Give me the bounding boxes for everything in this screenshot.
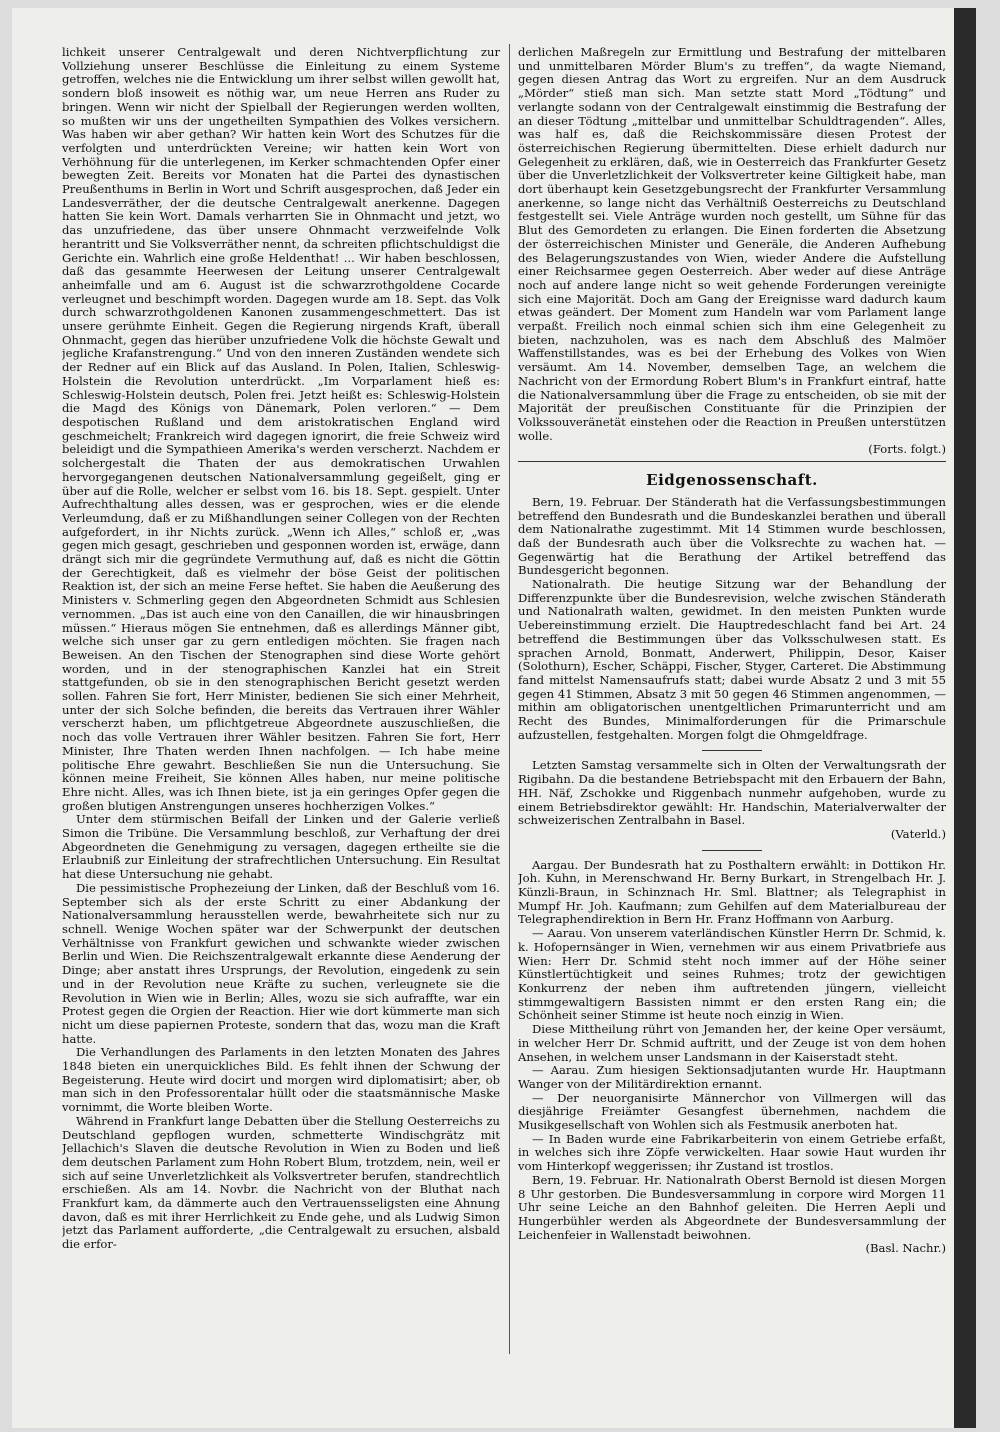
section-heading: Eidgenossenschaft. [646,471,818,490]
column-divider [509,44,510,1354]
article-paragraph: Die Verhandlungen des Parlaments in den letzten Monaten des Jahres 1848 bieten ein unerquickliches Bild. Es fehlt ihnen der Schwung der Begeisterung. Heute wird docirt und morgen wird diplomatisirt; aber, ob man sich in den Professorentalar hüllt oder die staatsmännische Maske vornimmt, die Worte bleiben Worte. [62,1045,500,1115]
article-paragraph: Während in Frankfurt lange Debatten über die Stellung Oesterreichs zu Deutschland gepflogen wurden, schmetterte Windischgrätz mit Jellachich's Slaven die deutsche Revolution in Wien zu Boden und ließ dem deutschen Parlament zum Hohn Robert Blum, trotzdem, nein, weil er sich auf seine Unverletzlichkeit als Volksvertreter berufen, standrechtlich erschießen. Als am 14. Novbr. die Nachricht von der Bluthat nach Frankfurt kam, da dämmerte auch den Vertrauensseligsten eine Ahnung davon, daß es mit ihrer Herrlichkeit zu Ende gehe, und als Ludwig Simon jetzt das Parlament aufforderte, „die Centralgewalt zu ersuchen, alsbald die erfor- [62,1113,500,1252]
article-paragraph: Die pessimistische Prophezeiung der Linken, daß der Beschluß vom 16. September sich als der erste Schritt zu einer Abdankung der Nationalversammlung herausstellen werde, bewahrheitete sich nur zu schnell. Wenige Wochen später war der Schwerpunkt der deutschen Verhältnisse von Frankfurt gewichen und schwankte wieder zwischen Berlin und Wien. Die Reichszentralgewalt erkannte diese Aenderung der Dinge; aber anstatt ihres Ursprungs, der Revolution, eingedenk zu sein und in der Revolution neue Kräfte zu suchen, verleugnete sie die Revolution in Wien wie in Berlin; Alles, wozu sie sich aufraffte, war ein Protest gegen die Orgien der Reaction. Hier wie dort kümmerte man sich nicht um diese papiernen Proteste, sondern that das, wozu man die Kraft hatte. [62,880,500,1046]
news-paragraph: Diese Mittheilung rührt von Jemanden her, der keine Oper versäumt, in welcher Herr Dr. Schmid auftritt, und der Zeuge ist von dem hohen Ansehen, in welchem unser Landsmann in der Kaiserstadt steht. [518,1022,946,1064]
news-paragraph: — Aarau. Von unserem vaterländischen Künstler Herrn Dr. Schmid, k. k. Hofopernsänger in Wien, vernehmen wir aus einem Privatbriefe aus Wien: Herr Dr. Schmid steht noch immer auf der Höhe seiner Künstlertüchtigkeit und seines Ruhmes; trotz der gewichtigen Konkurrenz der neben ihm auftretenden jüngern, vielleicht stimmgewaltigern Bassisten nimmt er den ersten Rang ein; die Schönheit seiner Stimme ist heute noch einzig in Wien. [518,926,946,1023]
article-paragraph: Unter dem stürmischen Beifall der Linken und der Galerie verließ Simon die Tribüne. Die Versammlung beschloß, zur Verhaftung der drei Abgeordneten die Genehmigung zu versagen, dagegen ertheilte sie die Erlaubniß zur Einleitung der strafrechtlichen Untersuchung. Ein Resultat hat diese Untersuchung nie gehabt. [62,812,500,882]
right-column [518,46,946,1346]
section-rule [518,461,946,462]
newspaper-page [12,8,976,1428]
article-paragraph: lichkeit unserer Centralgewalt und deren Nichtverpflichtung zur Vollziehung unserer Beschlüsse die Einleitung zu einem Systeme getroffen, welches nie die Entwicklung um ihrer selbst willen gewollt hat, sondern bloß insoweit es nöthig war, um neue Herren ans Ruder zu bringen. Wenn wir nicht der Spielball der Regierungen werden wollten, so mußten wir uns der ungetheilten Sympathien des Volkes versichern. Was haben wir aber gethan? Wir hatten kein Wort des Schutzes für die verfolgten und unterdrückten Vereine; wir hatten kein Wort von Verhöhnung für die unterlegenen, im Kerker schmachtenden Opfer einer bewegten Zeit. Bereits vor Monaten hat die Partei des dynastischen Preußenthums in Berlin in Wort und Schrift ausgesprochen, daß Jeder ein Landesverräther, der die deutsche Centralgewalt anerkenne. Dagegen hatten Sie kein Wort. Damals verharrten Sie in Ohnmacht und jetzt, wo das unzufriedene, das über unsere Ohnmacht verzweifelnde Volk herantritt und Sie Volksverräther nennt, da schreiten pflichtschuldigst die Gerichte ein. Wahrlich eine große Heldenthat! ... Wir haben beschlossen, daß das gesammte Heerwesen der Leitung unserer Centralgewalt anheimfalle und am 6. August ist die schwarzrothgoldene Cocarde verleugnet und beschimpft worden. Dagegen wurde am 18. Sept. das Volk durch schwarzrothgoldenen Kanonen zusammengeschmettert. Das ist unsere gerühmte Einheit. Gegen die Regierung nirgends Kraft, überall Ohnmacht, gegen das hierüber unzufriedene Volk die höchste Gewalt und jegliche Krafanstrengung.“ Und von den inneren Zuständen wendete sich der Redner auf ein Blick auf das Ausland. In Polen, Italien, Schleswig-Holstein die Revolution unterdrückt. „Im Vorparlament hieß es: Schleswig-Holstein deutsch, Polen frei. Jetzt heißt es: Schleswig-Holstein die Magd des Königs von Dänemark, Polen verloren.“ — Dem despotischen Rußland und dem aristokratischen England wird geschmeichelt; Frankreich wird dagegen ignorirt, die freie Schweiz wird beleidigt und die Sympathieen Amerika's werden verscherzt. Nachdem er solchergestalt die Thaten der aus demokratischen Urwahlen hervorgegangenen deutschen Nationalversammlung gegeißelt, ging er über auf die Rolle, welcher er selbst vom 16. bis 18. Sept. gespielt. Unter Aufrechthaltung alles dessen, was er gesprochen, wies er die elende Verleumdung, daß er zu Mißhandlungen seiner Collegen von der Rechten aufgefordert, in ihr Nichts zurück. „Wenn ich Alles,“ schloß er, „was gegen mich gesagt, geschrieben und gesponnen worden ist, erwäge, dann drängt sich mir die gegründete Vermuthung auf, daß es nicht die Göttin der Gerechtigkeit, daß es vielmehr der böse Geist der politischen Reaktion ist, der sich an meine Ferse heftet. Sie haben die Aeußerung des Ministers v. Schmerling gegen den Abgeordneten Schmidt aus Schlesien vernommen. „Das ist auch eine von den Canaillen, die wir hinausbringen müssen.“ Hieraus mögen Sie entnehmen, daß es allerdings Männer gibt, welche sich unser gar zu gern entledigen möchten. Sie fragen nach Beweisen. An den Tischen der Stenographen sind diese Worte gehört worden, und in der stenographischen Kanzlei hat ein Streit stattgefunden, ob sie in den stenographischen Bericht gesetzt werden sollen. Fahren Sie fort, Herr Minister, bedienen Sie sich einer Mehrheit, unter der sich Solche befinden, die bereits das Vertrauen ihrer Wähler verscherzt haben, um pflichtgetreue Abgeordnete auszuschließen, die noch das volle Vertrauen ihrer Wähler besitzen. Fahren Sie fort, Herr Minister, Ihre Thaten werden Ihnen nachfolgen. — Ich habe meine politische Ehre gewahrt. Beschließen Sie nun die Untersuchung. Sie können meine Freiheit, Sie können Alles haben, nur meine politische Ehre nicht. Alles, was ich Ihnen biete, ist ja ein geringes Opfer gegen die großen blutigen Anstrengungen unseres hochherzigen Volkes.“ [62,46,500,813]
news-paragraph: — Aarau. Zum hiesigen Sektionsadjutanten wurde Hr. Hauptmann Wanger von der Militärdirektion ernannt. [518,1063,946,1091]
news-paragraph: Bern, 19. Februar. Der Ständerath hat die Verfassungsbestimmungen betreffend den Bundesrath und die Bundeskanzlei berathen und überall dem Nationalrathe zugestimmt. Mit 14 Stimmen wurde beschlossen, daß der Bundesrath auch über die Volksrechte zu wachen hat. — Gegenwärtig hat die Berathung der Artikel betreffend das Bundesgericht begonnen. [518,494,946,578]
news-paragraph: Nationalrath. Die heutige Sitzung war der Behandlung der Differenzpunkte über die Bundesrevision, welche zwischen Ständerath und Nationalrath walten, gewidmet. In den meisten Punkten wurde Uebereinstimmung erzielt. Die Hauptredeschlacht fand bei Art. 24 betreffend die Bestimmungen über das Volksschulwesen statt. Es sprachen Arnold, Bonmatt, Anderwert, Philippin, Desor, Kaiser (Solothurn), Escher, Schäppi, Fischer, Styger, Carteret. Die Abstimmung fand mittelst Namensaufrufs statt; dabei wurde Absatz 2 und 3 mit 55 gegen 41 Stimmen, Absatz 3 mit 50 gegen 46 Stimmen angenommen, — mithin am obligatorischen unentgeltlichen Primarunterricht und am Recht des Bundes, Minimalforderungen für die Primarschule aufzustellen, festgehalten. Morgen folgt die Ohmgeldfrage. [518,577,946,742]
news-paragraph: Bern, 19. Februar. Hr. Nationalrath Oberst Bernold ist diesen Morgen 8 Uhr gestorben. Die Bundesversammlung in corpore wird Morgen 11 Uhr seine Leiche an den Bahnhof geleiten. Die Herren Aepli und Hungerbühler werden als Abgeordnete der Bundesversammlung der Leichenfeier in Wallenstadt beiwohnen. [518,1172,946,1242]
news-paragraph: Letzten Samstag versammelte sich in Olten der Verwaltungsrath der Rigibahn. Da die bestandene Betriebspacht mit den Erbauern der Bahn, HH. Näf, Zschokke und Riggenbach nunmehr aufgehoben, wurde zu einem Betriebsdirektor gewählt: Hr. Handschin, Materialverwalter der schweizerischen Zentralbahn in Basel. [518,758,946,828]
source-citation: (Basl. Nachr.) [865,1241,946,1256]
news-paragraph: — In Baden wurde eine Fabrikarbeiterin von einem Getriebe erfaßt, in welches sich ihre Zöpfe verwickelten. Haar sowie Haut wurden ihr vom Hinterkopf weggerissen; ihr Zustand ist trostlos. [518,1131,946,1174]
separator-line [702,850,762,851]
news-paragraph: Aargau. Der Bundesrath hat zu Posthaltern erwählt: in Dottikon Hr. Joh. Kuhn, in Merenschwand Hr. Berny Burkart, in Strengelbach Hr. J. Künzli-Braun, in Schinznach Hr. Sml. Blattner; als Telegraphist in Mumpf Hr. Joh. Kaufmann; zum Gehilfen auf dem Materialbureau der Telegraphendirektion in Bern Hr. Franz Hoffmann von Aarburg. [518,857,946,927]
news-paragraph: — Der neuorganisirte Männerchor von Villmergen will das diesjährige Freiämter Gesangfest übernehmen, nachdem die Musikgesellschaft von Wohlen sich als Festmusik anerboten hat. [518,1090,946,1133]
left-column [62,46,500,1366]
source-citation: (Vaterld.) [890,826,946,841]
source-citation: (Forts. folgt.) [868,442,946,457]
article-paragraph: derlichen Maßregeln zur Ermittlung und Bestrafung der mittelbaren und unmittelbaren Mörder Blum's zu treffen“, da wagte Niemand, gegen diesen Antrag das Wort zu ergreifen. Nur an dem Ausdruck „Mörder“ stieß man sich. Man setzte statt Mord „Tödtung“ und verlangte sodann von der Centralgewalt einstimmig die Bestrafung der an dieser Tödtung „mittelbar und unmittelbar Schuldtragenden“. Alles, was half es, daß die Reichskommissäre diesen Protest der österreichischen Regierung übermittelten. Diese erhielt dadurch nur Gelegenheit zu erklären, daß, wie in Oesterreich das Frankfurter Gesetz über die Unverletzlichkeit der Volksvertreter keine Giltigkeit habe, man dort überhaupt kein Gesetzgebungsrecht der Frankfurter Versammlung anerkenne, so lange nicht das Verhältniß Oesterreichs zu Deutschland festgestellt sei. Viele Anträge wurden noch gestellt, um Sühne für das Blut des Gemordeten zu erlangen. Die Einen forderten die Absetzung der österreichischen Minister und Generäle, die Anderen Aufhebung des Belagerungszustandes von Wien, wieder Andere die Aufstellung einer Reichsarmee gegen Oesterreich. Aber weder auf diese Anträge noch auf andere lange nicht so weit gehende Forderungen vereinigte sich eine Majorität. Doch am Gang der Ereignisse ward dadurch kaum etwas geändert. Der Moment zum Handeln war vom Parlament lange verpaßt. Freilich noch einmal schien sich ihm eine Gelegenheit zu bieten, nachzuholen, was es nach dem Abschluß des Malmöer Waffenstillstandes, was es bei der Erhebung des Volkes von Wien versäumt. Am 14. November, demselben Tage, an welchem die Nachricht von der Ermordung Robert Blum's in Frankfurt eintraf, hatte die Nationalversammlung über die Frage zu entscheiden, ob sie mit der Majorität der preußischen Constituante für die Prinzipien der Volkssouveränetät einstehen oder die Reaction in Preußen unterstützen wolle. [518,46,946,443]
separator-line [702,750,762,751]
